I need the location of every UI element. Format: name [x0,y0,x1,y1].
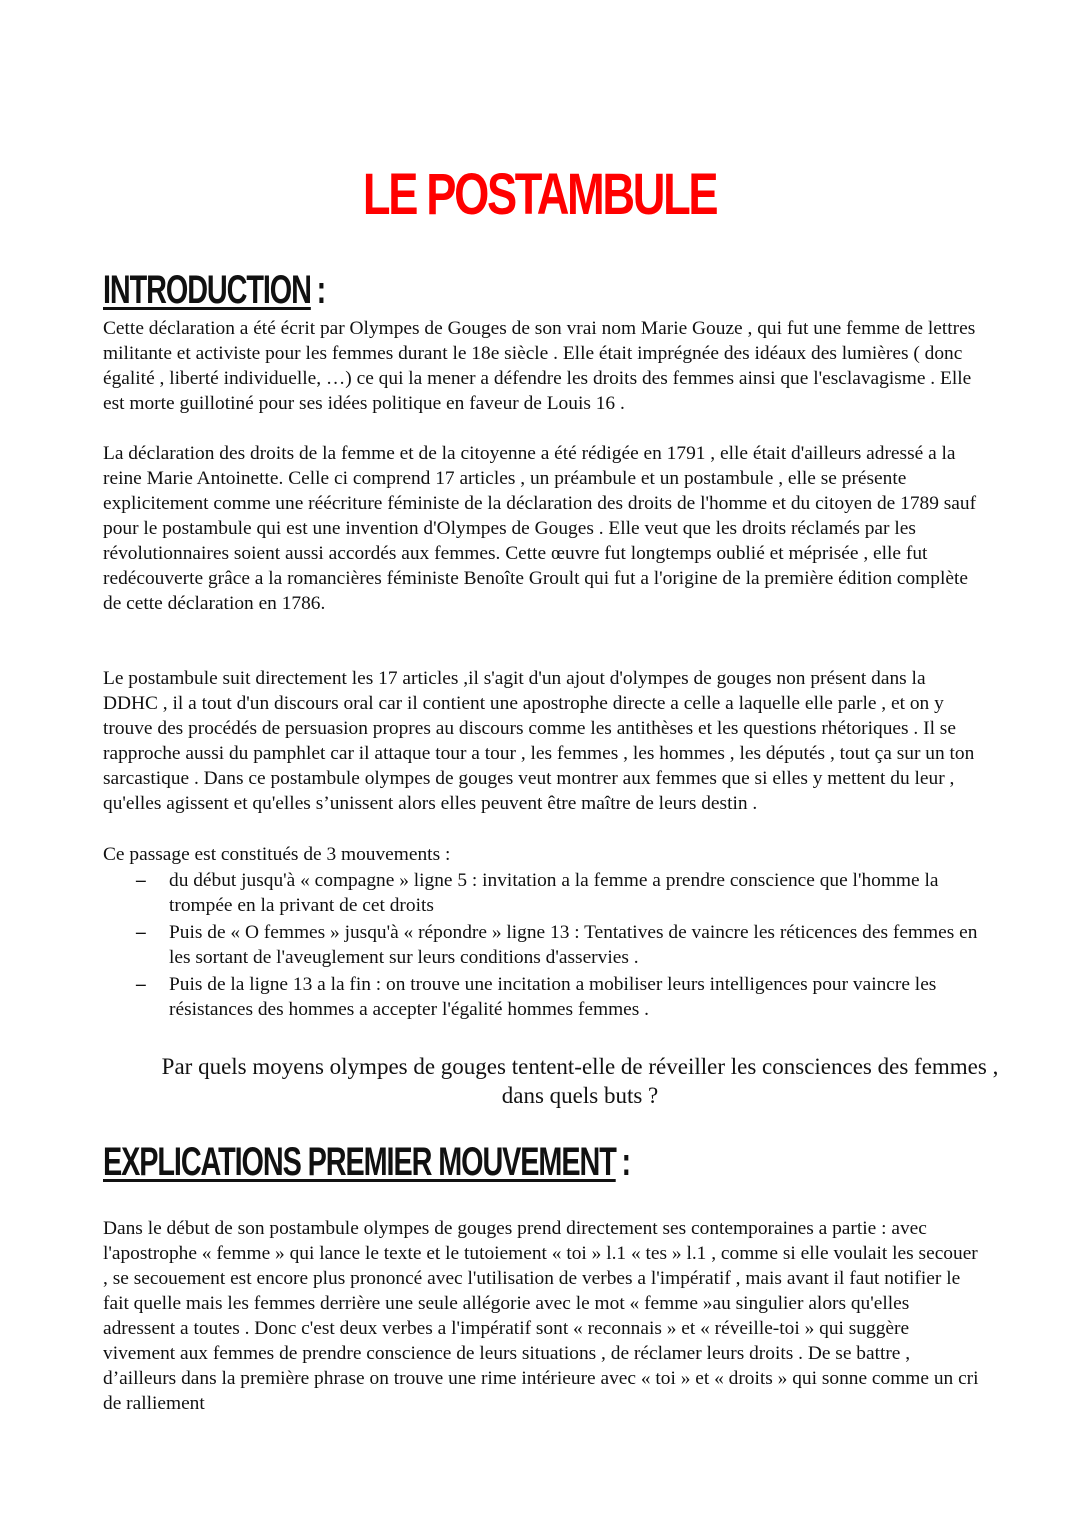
explication-heading [103,1138,630,1186]
dash-bullet: – [136,870,146,891]
dash-bullet: – [136,922,146,943]
introduction-heading-colon: : [316,268,326,312]
problematic-question: Par quels moyens olympes de gouges tentent-elle de réveiller les consciences des femmes , dans quels buts ? [161,1054,999,1108]
movements-list [103,868,983,1024]
movements-intro: Ce passage est constitués de 3 mouvements : [103,844,451,865]
explication-heading-colon: : [621,1140,630,1184]
introduction-heading-text: INTRODUCTION [103,268,311,312]
movement-2-text: Puis de « O femmes » jusqu'à « répondre » ligne 13 : Tentatives de vaincre les réticences des femmes en les sortant de l'aveuglement sur leurs conditions d'asservies . [169,922,978,968]
dash-bullet: – [136,974,146,995]
movement-1-text: du début jusqu'à « compagne » ligne 5 : invitation a la femme a prendre conscience que l'homme la trompée en la privant de cet droits [169,870,939,916]
intro-paragraph-1: Cette déclaration a été écrit par Olympes de Gouges de son vrai nom Marie Gouze , qui fut une femme de lettres militante et activiste pour les femmes durant le 18e siècle . Elle était imprégnée des idéaux des lumières ( donc égalité , liberté individuelle, …) ce qui la mener a défendre les droits des femmes ainsi que l'esclavagisme . Elle est morte guillotiné pour ses idées politique en faveur de Louis 16 . [103,318,976,414]
explication-heading-text: EXPLICATIONS PREMIER MOUVEMENT [103,1140,616,1184]
intro-paragraph-3: Le postambule suit directement les 17 articles ,il s'agit d'un ajout d'olympes de gouges non présent dans la DDHC , il a tout d'un discours oral car il contient une apostrophe directe a celle a laquelle elle parle , et on y trouve des procédés de persuasion propres au discours comme les antithèses et les questions rhétoriques . Il se rapproche aussi du pamphlet car il attaque tour a tour , les femmes , les hommes , les députés , tout ça sur un ton sarcastique . Dans ce postambule olympes de gouges veut montrer aux femmes que si elles y mettent du leur , qu'elles agissent et qu'elles s’unissent alors elles peuvent être maître de leurs destin . [103,668,975,814]
document-title: LE POSTAMBULE [362,162,717,227]
list-item [103,920,983,970]
intro-paragraph-2: La déclaration des droits de la femme et de la citoyenne a été rédigée en 1791 , elle était d'ailleurs adressé a la reine Marie Antoinette. Celle ci comprend 17 articles , un préambule et un postambule , elle se présente explicitement comme une réécriture féministe de la déclaration des droits de l'homme et du citoyen de 1789 sauf pour le postambule qui est une invention d'Olympes de Gouges . Elle veut que les droits réclamés par les révolutionnaires soient aussi accordés aux femmes. Cette œuvre fut longtemps oublié et méprisée , elle fut redécouverte grâce a la romancières féministe Benoîte Groult qui fut a l'origine de la première édition complète de cette déclaration en 1786. [103,443,977,614]
explication-paragraph-1: Dans le début de son postambule olympes de gouges prend directement ses contemporaines a partie : avec l'apostrophe « femme » qui lance le texte et le tutoiement « toi » l.1 « tes » l.1 , comme si elle voulait les secouer , se secouement est encore plus prononcé avec l'utilisation de verbes a l'impératif , mais avant il faut notifier le fait quelle mais les femmes derrière une seule allégorie avec le mot « femme »au singulier alors qu'elles adressent a toutes . Donc c'est deux verbes a l'impératif sont « reconnais » et « réveille-toi » qui suggère vivement aux femmes de prendre conscience de leurs situations , de réclamer leurs droits . De se battre , d’ailleurs dans la première phrase on trouve une rime intérieure avec « toi » et « droits » qui sonne comme un cri de ralliement [103,1218,979,1414]
list-item [103,868,983,918]
movement-3-text: Puis de la ligne 13 a la fin : on trouve une incitation a mobiliser leurs intelligences pour vaincre les résistances des hommes a accepter l'égalité hommes femmes . [169,974,937,1020]
introduction-heading [103,266,325,314]
list-item [103,972,983,1022]
